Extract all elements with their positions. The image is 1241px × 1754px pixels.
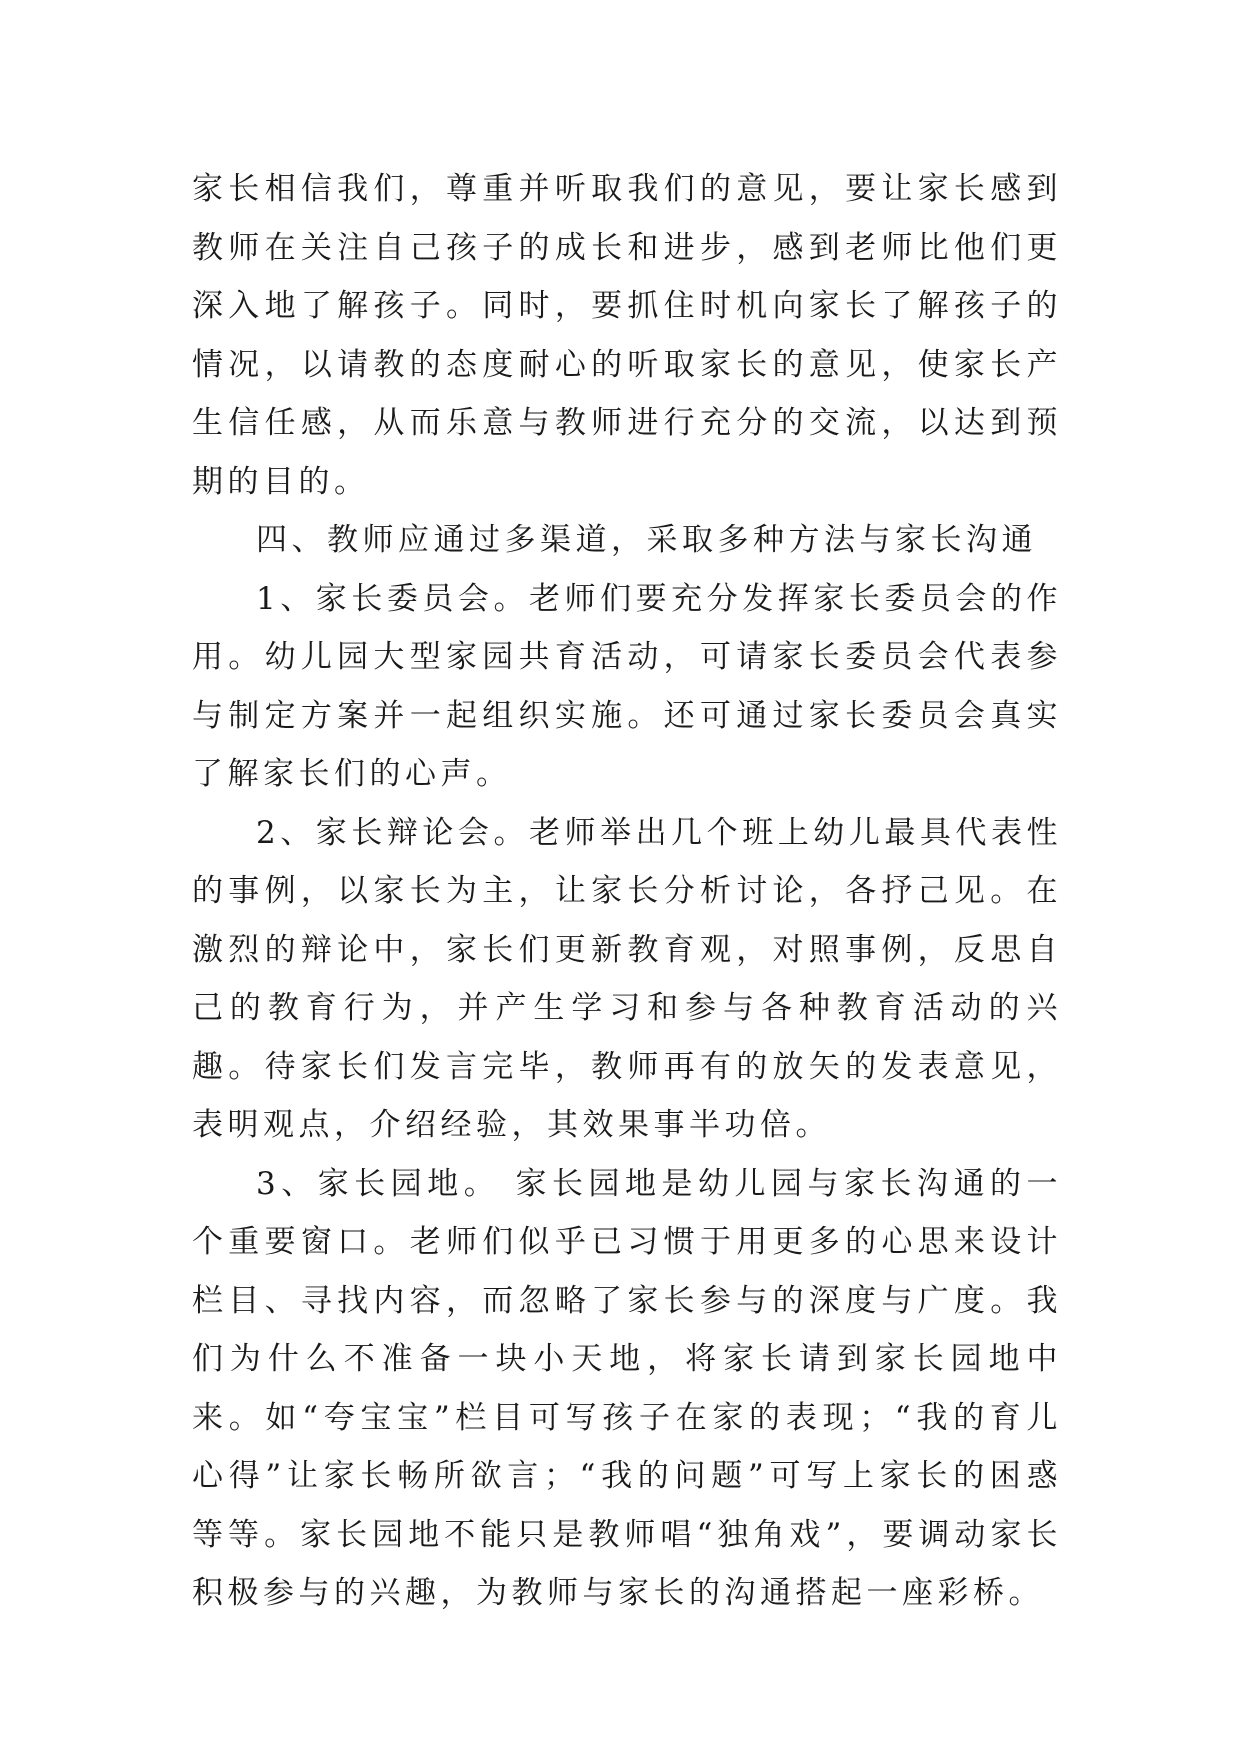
document-body (192, 160, 1062, 1623)
section-heading: 四、教师应通过多渠道，采取多种方法与家长沟通 (256, 522, 1037, 558)
paragraph-parent-garden: 3、家长园地。 家长园地是幼儿园与家长沟通的一个重要窗口。老师们似乎已习惯于用更多的心思来设计栏目、寻找内容，而忽略了家长参与的深度与广度。我们为什么不准备一块小天地，将家长请到家长园地中来。如“夸宝宝”栏目可写孩子在家的表现；“我的育儿心得”让家长畅所欲言；“我的问题”可写上家长的困惑等等。家长园地不能只是教师唱“独角戏”，要调动家长积极参与的兴趣，为教师与家长的沟通搭起一座彩桥。 (192, 1165, 1062, 1611)
paragraph-parent-debate: 2、家长辩论会。老师举出几个班上幼儿最具代表性的事例，以家长为主，让家长分析讨论，各抒己见。在激烈的辩论中，家长们更新教育观，对照事例，反思自己的教育行为，并产生学习和参与各种教育活动的兴趣。待家长们发言完毕，教师再有的放矢的发表意见，表明观点，介绍经验，其效果事半功倍。 (192, 814, 1062, 1143)
paragraph-continuation: 家长相信我们，尊重并听取我们的意见，要让家长感到教师在关注自己孩子的成长和进步，感到老师比他们更深入地了解孩子。同时，要抓住时机向家长了解孩子的情况，以请教的态度耐心的听取家长的意见，使家长产生信任感，从而乐意与教师进行充分的交流，以达到预期的目的。 (192, 171, 1062, 500)
paragraph-parent-committee: 1、家长委员会。老师们要充分发挥家长委员会的作用。幼儿园大型家园共育活动，可请家长委员会代表参与制定方案并一起组织实施。还可通过家长委员会真实了解家长们的心声。 (192, 580, 1062, 792)
